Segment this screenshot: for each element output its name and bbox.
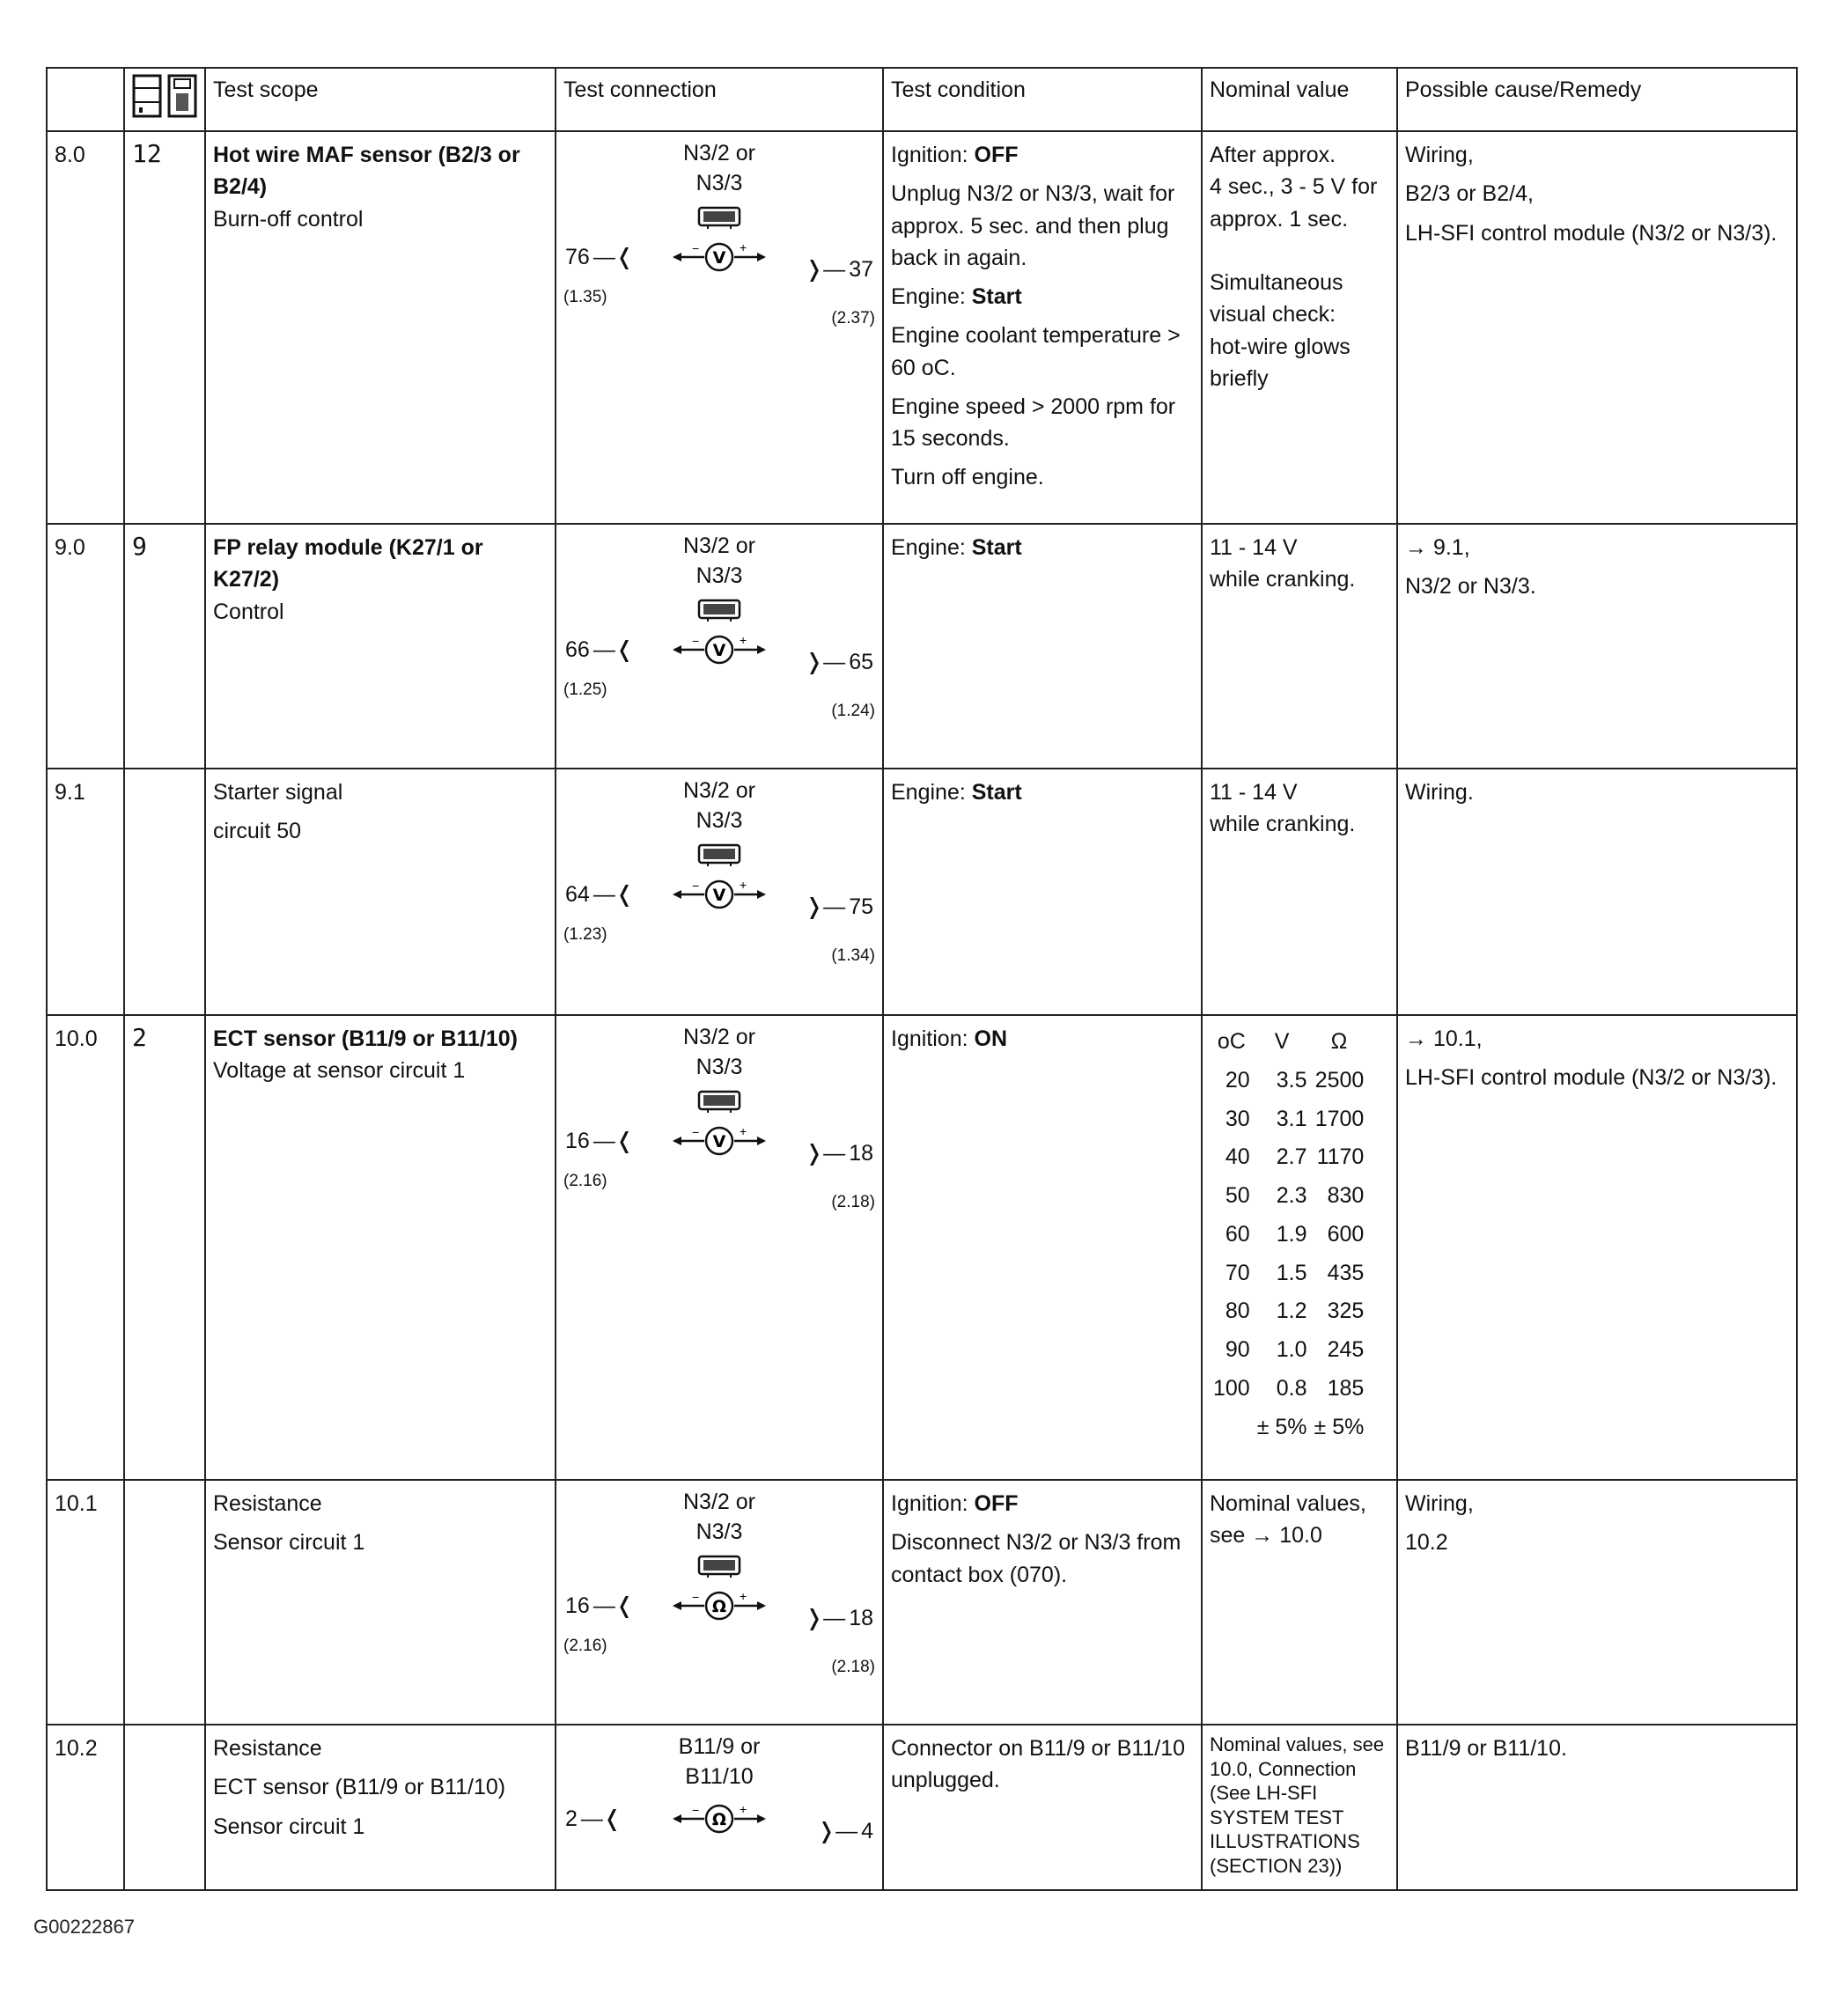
row-number: 9.0 (47, 524, 124, 769)
ect-value: 325 (1327, 1299, 1365, 1324)
pin-left-ref: (1.35) (563, 287, 607, 306)
meter-unit-label: Ω (711, 1809, 727, 1829)
pin-left (565, 241, 634, 273)
test-scope-cell (205, 1725, 556, 1890)
cause-line: N3/2 or N3/3. (1405, 574, 1536, 600)
unit-label: N3/2 or (683, 1490, 755, 1514)
test-connection-cell (556, 769, 883, 1015)
test-scope-cell (205, 524, 556, 769)
condition-line (891, 1733, 1194, 1797)
test-condition-cell (883, 1015, 1202, 1480)
table-row (47, 524, 1797, 769)
ect-value: 1170 (1316, 1144, 1365, 1170)
ect-value: 60 (1225, 1221, 1250, 1247)
row-number: 8.0 (47, 131, 124, 524)
condition-text: Engine speed > 2000 rpm for 15 seconds. (891, 394, 1176, 451)
test-connection-cell (556, 1480, 883, 1725)
pin-sub-row (563, 923, 875, 968)
cause-line: LH-SFI control module (N3/2 or N3/3). (1405, 220, 1777, 246)
nominal-line: Nominal values, (1210, 1491, 1366, 1516)
ect-value: 435 (1327, 1260, 1365, 1285)
test-connection-cell (556, 1725, 883, 1890)
probe-right-glyph: ❭— (805, 256, 846, 282)
possible-cause-cell (1397, 524, 1797, 769)
connection-unit (563, 139, 875, 199)
scope-line: Voltage at sensor circuit 1 (213, 1058, 466, 1084)
ect-row (1210, 1216, 1367, 1254)
pin-left (565, 634, 634, 666)
ect-value: 3.5 (1276, 1067, 1307, 1093)
cause-line: → 10.1, (1405, 1026, 1483, 1051)
connector-plug-icon (696, 204, 743, 231)
table-row (47, 131, 1797, 524)
ect-header: oC (1217, 1029, 1246, 1054)
ect-value: 100 (1213, 1375, 1250, 1401)
test-condition-cell (883, 1725, 1202, 1890)
probe-right-glyph: ❭— (805, 649, 846, 674)
connection-unit (563, 1023, 875, 1083)
test-condition-cell (883, 131, 1202, 524)
condition-line (891, 178, 1194, 274)
svg-text:−: − (692, 1589, 700, 1604)
condition-text: Ignition: (891, 1491, 975, 1516)
nominal-line (1210, 235, 1389, 267)
scope-line: Control (213, 599, 284, 624)
scope-line: Sensor circuit 1 (213, 1814, 365, 1839)
fault-code: 12 (132, 139, 162, 168)
meter-row (563, 1586, 875, 1634)
ohmmeter-icon (671, 1801, 768, 1836)
cause-line: Wiring, (1405, 143, 1474, 167)
header-cause: Possible cause/Remedy (1397, 68, 1797, 131)
connection-unit (563, 776, 875, 836)
meter-symbol (671, 632, 768, 676)
ect-tolerance: ± 5% (1256, 1414, 1307, 1439)
pin-right-number: 18 (849, 1140, 873, 1166)
test-connection-cell (556, 1015, 883, 1480)
scope-line: Resistance (213, 1736, 322, 1761)
condition-text: Ignition: (891, 143, 975, 167)
pin-right-number: 65 (849, 649, 873, 674)
figure-id: G00222867 (33, 1916, 135, 1938)
probe-left-glyph: —❬ (592, 1593, 634, 1618)
connection-unit (563, 1733, 875, 1792)
pin-right (805, 646, 873, 678)
ect-value: 1.0 (1276, 1337, 1307, 1362)
voltmeter-icon (671, 239, 768, 275)
ect-value: 1700 (1314, 1106, 1365, 1131)
ect-value: 600 (1327, 1221, 1365, 1247)
pin-left-number: 76 (565, 244, 590, 269)
condition-line (891, 1527, 1194, 1591)
meter-unit-label: V (712, 247, 726, 268)
control-unit-icon (132, 74, 162, 118)
ect-row (1210, 1100, 1367, 1139)
nominal-line: while cranking. (1210, 812, 1356, 837)
condition-line (891, 281, 1194, 313)
condition-value: OFF (974, 143, 1019, 167)
pin-right-number: 4 (861, 1818, 873, 1843)
svg-text:−: − (692, 633, 700, 648)
svg-text:−: − (692, 878, 700, 893)
condition-text: Engine: (891, 780, 972, 805)
unit-label: N3/2 or (683, 1025, 755, 1049)
fault-code-cell (124, 1725, 205, 1890)
row-number: 10.2 (47, 1725, 124, 1890)
nominal-value-cell (1202, 1015, 1397, 1480)
nominal-line: 11 - 14 V (1210, 780, 1298, 805)
meter-symbol (671, 877, 768, 921)
meter-row (563, 1799, 875, 1847)
pin-right (817, 1815, 873, 1847)
voltmeter-icon (671, 1123, 768, 1159)
pin-left (565, 1125, 634, 1157)
meter-row (563, 630, 875, 678)
header-condition: Test condition (883, 68, 1202, 131)
nominal-ref: Nominal values, see 10.0, Connection (1210, 1733, 1385, 1780)
unit-label: N3/3 (696, 170, 743, 195)
test-scope-cell (205, 769, 556, 1015)
nominal-line: briefly (1210, 365, 1269, 391)
pin-left (565, 1803, 622, 1835)
ect-value: 245 (1327, 1337, 1365, 1362)
ect-value: 2.7 (1276, 1144, 1307, 1170)
header-icons (124, 68, 205, 131)
meter-unit-label: V (712, 885, 726, 905)
unit-label: N3/3 (696, 563, 743, 588)
condition-line (891, 461, 1194, 493)
fault-code: 2 (132, 1023, 147, 1052)
connector-plug-icon (696, 1088, 743, 1115)
ect-row (1210, 1331, 1367, 1370)
pin-left-ref: (1.25) (563, 680, 607, 699)
pin-left-number: 64 (565, 881, 590, 907)
svg-text:+: + (740, 1801, 747, 1816)
pin-right-ref: (2.18) (831, 1192, 875, 1211)
ect-value: 1.5 (1276, 1260, 1307, 1285)
unit-label: N3/3 (696, 1519, 743, 1544)
ect-row (1210, 1138, 1367, 1177)
scope-line: ECT sensor (B11/9 or B11/10) (213, 1775, 506, 1800)
possible-cause-cell (1397, 131, 1797, 524)
fault-code-cell (124, 524, 205, 769)
svg-text:+: + (740, 1123, 747, 1138)
nominal-line: After approx. (1210, 143, 1336, 167)
ect-value: 2500 (1314, 1067, 1365, 1093)
fault-code-cell (124, 1015, 205, 1480)
pin-right (805, 1137, 873, 1169)
probe-right-glyph: ❭— (805, 1605, 846, 1630)
connector-plug-icon (696, 842, 743, 868)
possible-cause-cell (1397, 769, 1797, 1015)
pin-right-number: 37 (849, 256, 873, 282)
plug-wrap (563, 1553, 875, 1579)
pin-sub-row (563, 1169, 875, 1215)
fault-code-cell (124, 769, 205, 1015)
probe-right-glyph: ❭— (805, 894, 846, 919)
unit-label: N3/2 or (683, 141, 755, 166)
table-row (47, 1015, 1797, 1480)
pin-left (565, 1590, 634, 1622)
cause-line: B2/3 or B2/4, (1405, 181, 1534, 207)
table-row (47, 1480, 1797, 1725)
cause-line: 10.2 (1405, 1530, 1448, 1556)
scope-line: Resistance (213, 1491, 322, 1516)
condition-text: Engine coolant temperature > 60 oC. (891, 323, 1181, 380)
nominal-value-cell (1202, 1725, 1397, 1890)
component-name: FP relay module (K27/1 or K27/2) (213, 535, 483, 592)
test-condition-cell (883, 524, 1202, 769)
condition-line (891, 391, 1194, 455)
unit-label: N3/3 (696, 1054, 743, 1079)
nominal-line: visual check: (1210, 302, 1336, 327)
scope-line: circuit 50 (213, 819, 302, 844)
condition-value: Start (971, 284, 1022, 309)
header-scope: Test scope (205, 68, 556, 131)
condition-value: Start (971, 780, 1022, 805)
condition-text: Ignition: (891, 1026, 975, 1051)
ect-row (1210, 1292, 1367, 1331)
cause-line: B11/9 or B11/10. (1405, 1736, 1567, 1761)
svg-text:+: + (740, 632, 747, 647)
meter-row (563, 1122, 875, 1169)
header-nominal: Nominal value (1202, 68, 1397, 131)
ect-row (1210, 1370, 1367, 1409)
condition-text: Disconnect N3/2 or N3/3 from contact box (070). (891, 1530, 1181, 1587)
ect-value: 2.3 (1276, 1183, 1307, 1208)
meter-symbol (671, 239, 768, 283)
nominal-value-cell (1202, 131, 1397, 524)
scope-line: Starter signal (213, 780, 343, 805)
probe-left-glyph: —❬ (592, 636, 634, 662)
nominal-line: while cranking. (1210, 567, 1356, 592)
pin-left-number: 2 (565, 1806, 578, 1831)
row-number: 10.0 (47, 1015, 124, 1480)
pin-left-ref: (2.16) (563, 1636, 607, 1655)
test-condition-cell (883, 769, 1202, 1015)
meter-symbol (671, 1801, 768, 1845)
nominal-line: approx. 1 sec. (1210, 206, 1349, 232)
svg-text:−: − (692, 1124, 700, 1139)
ect-header: Ω (1330, 1029, 1348, 1054)
ect-value: 830 (1327, 1183, 1365, 1208)
ect-value: 30 (1225, 1106, 1250, 1131)
condition-line (891, 1023, 1194, 1055)
plug-wrap (563, 597, 875, 623)
pin-sub-row (563, 678, 875, 724)
ect-row (1210, 1254, 1367, 1293)
connector-plug-icon (696, 597, 743, 623)
component-name: Hot wire MAF sensor (B2/3 or B2/4) (213, 143, 520, 200)
connector-plug-icon (696, 1553, 743, 1579)
condition-line (891, 320, 1194, 384)
cause-line: Wiring, (1405, 1491, 1474, 1516)
pin-right-ref: (1.24) (831, 701, 875, 720)
nominal-line: Simultaneous (1210, 270, 1343, 295)
pin-left-number: 16 (565, 1128, 590, 1153)
condition-line (891, 776, 1194, 808)
ect-value: 185 (1327, 1375, 1365, 1401)
ect-value: 70 (1225, 1260, 1250, 1285)
probe-left-glyph: —❬ (592, 244, 634, 269)
condition-text: Engine: (891, 284, 972, 309)
condition-value: Start (971, 535, 1022, 560)
pin-sub-row (563, 285, 875, 331)
test-scope-cell (205, 1480, 556, 1725)
unit-label: B11/9 or (678, 1734, 761, 1759)
ect-value-table (1210, 1023, 1367, 1446)
ect-value: 90 (1225, 1337, 1250, 1362)
svg-text:−: − (692, 240, 700, 255)
scope-line: Sensor circuit 1 (213, 1530, 365, 1556)
condition-text: Engine: (891, 535, 972, 560)
condition-value: ON (974, 1026, 1008, 1051)
probe-left-glyph: —❬ (592, 881, 634, 907)
pin-right-ref: (1.34) (831, 945, 875, 965)
svg-text:+: + (740, 239, 747, 254)
nominal-line: hot-wire glows (1210, 334, 1351, 359)
test-connection-cell (556, 524, 883, 769)
ect-value: 80 (1225, 1299, 1250, 1324)
condition-text: Connector on B11/9 or B11/10 unplugged. (891, 1736, 1186, 1793)
plug-wrap (563, 1088, 875, 1115)
pin-left-number: 66 (565, 636, 590, 662)
svg-text:+: + (740, 877, 747, 892)
plug-wrap (563, 204, 875, 231)
nominal-line: 11 - 14 V (1210, 535, 1298, 560)
nominal-line: 4 sec., 3 - 5 V for (1210, 174, 1378, 200)
pin-right-number: 75 (849, 894, 873, 919)
svg-text:+: + (740, 1588, 747, 1603)
ect-row (1210, 1177, 1367, 1216)
voltmeter-icon (671, 877, 768, 912)
ohmmeter-icon (671, 1588, 768, 1623)
cause-line: → 9.1, (1405, 535, 1470, 560)
probe-right-glyph: ❭— (817, 1818, 858, 1843)
ect-value: 40 (1225, 1144, 1250, 1170)
pin-right (805, 891, 873, 923)
row-number: 10.1 (47, 1480, 124, 1725)
unit-label: N3/2 or (683, 778, 755, 803)
connection-unit (563, 532, 875, 592)
ect-value: 1.9 (1276, 1221, 1307, 1247)
plug-wrap (563, 842, 875, 868)
header-num (47, 68, 124, 131)
ect-value: 50 (1225, 1183, 1250, 1208)
fault-code-cell (124, 131, 205, 524)
svg-text:−: − (692, 1802, 700, 1817)
pin-right-ref: (2.37) (831, 308, 875, 327)
unit-label: B11/10 (685, 1763, 754, 1789)
meter-symbol (671, 1123, 768, 1167)
header-row (47, 68, 1797, 131)
pin-right (805, 1602, 873, 1634)
scope-line: Burn-off control (213, 206, 364, 232)
nominal-illustration-ref: (See LH-SFI SYSTEM TEST ILLUSTRATIONS (SECTION 23)) (1210, 1782, 1360, 1877)
ect-row (1210, 1062, 1367, 1100)
pin-left-ref: (2.16) (563, 1171, 607, 1190)
condition-line (891, 139, 1194, 171)
pin-sub-row (563, 1634, 875, 1680)
pin-right (805, 254, 873, 285)
unit-label: N3/2 or (683, 533, 755, 558)
condition-line (891, 1488, 1194, 1519)
pin-left (565, 879, 634, 910)
table-row (47, 769, 1797, 1015)
possible-cause-cell (1397, 1480, 1797, 1725)
fault-code-cell (124, 1480, 205, 1725)
pin-left-ref: (1.23) (563, 924, 607, 944)
condition-text: Unplug N3/2 or N3/3, wait for approx. 5 sec. and then plug back in again. (891, 181, 1175, 270)
ect-value: 1.2 (1276, 1299, 1307, 1324)
ect-header: V (1274, 1029, 1290, 1054)
voltmeter-icon (671, 632, 768, 667)
ect-tolerance-row (1210, 1409, 1367, 1447)
possible-cause-cell (1397, 1015, 1797, 1480)
meter-symbol (671, 1588, 768, 1632)
probe-left-glyph: —❬ (580, 1806, 622, 1831)
condition-value: OFF (974, 1491, 1019, 1516)
test-table (46, 67, 1798, 1891)
probe-left-glyph: —❬ (592, 1128, 634, 1153)
meter-row (563, 875, 875, 923)
tester-icon (167, 74, 197, 118)
meter-unit-label: Ω (711, 1596, 727, 1616)
pin-left-number: 16 (565, 1593, 590, 1618)
possible-cause-cell (1397, 1725, 1797, 1890)
meter-unit-label: V (712, 640, 726, 660)
pin-right-ref: (2.18) (831, 1657, 875, 1676)
ect-value: 0.8 (1276, 1375, 1307, 1401)
nominal-value-cell (1202, 769, 1397, 1015)
test-scope-cell (205, 131, 556, 524)
pin-right-number: 18 (849, 1605, 873, 1630)
test-connection-cell (556, 131, 883, 524)
unit-label: N3/3 (696, 807, 743, 833)
cause-line: LH-SFI control module (N3/2 or N3/3). (1405, 1065, 1777, 1091)
nominal-value-cell (1202, 1480, 1397, 1725)
condition-line (891, 532, 1194, 563)
ect-tolerance: ± 5% (1314, 1414, 1365, 1439)
connection-unit (563, 1488, 875, 1548)
condition-text: Turn off engine. (891, 465, 1044, 490)
test-condition-cell (883, 1480, 1202, 1725)
ect-value: 20 (1225, 1067, 1250, 1093)
ect-value: 3.1 (1276, 1106, 1307, 1131)
test-scope-cell (205, 1015, 556, 1480)
row-number: 9.1 (47, 769, 124, 1015)
meter-unit-label: V (712, 1131, 726, 1151)
header-connection: Test connection (556, 68, 883, 131)
meter-row (563, 238, 875, 285)
component-name: ECT sensor (B11/9 or B11/10) (213, 1026, 518, 1051)
fault-code: 9 (132, 532, 147, 561)
nominal-line: see → 10.0 (1210, 1523, 1322, 1549)
nominal-value-cell (1202, 524, 1397, 769)
probe-right-glyph: ❭— (805, 1140, 846, 1166)
cause-line: Wiring. (1405, 780, 1474, 805)
ect-header-row (1210, 1023, 1367, 1062)
ect-tolerance (1210, 1409, 1254, 1447)
table-row (47, 1725, 1797, 1890)
